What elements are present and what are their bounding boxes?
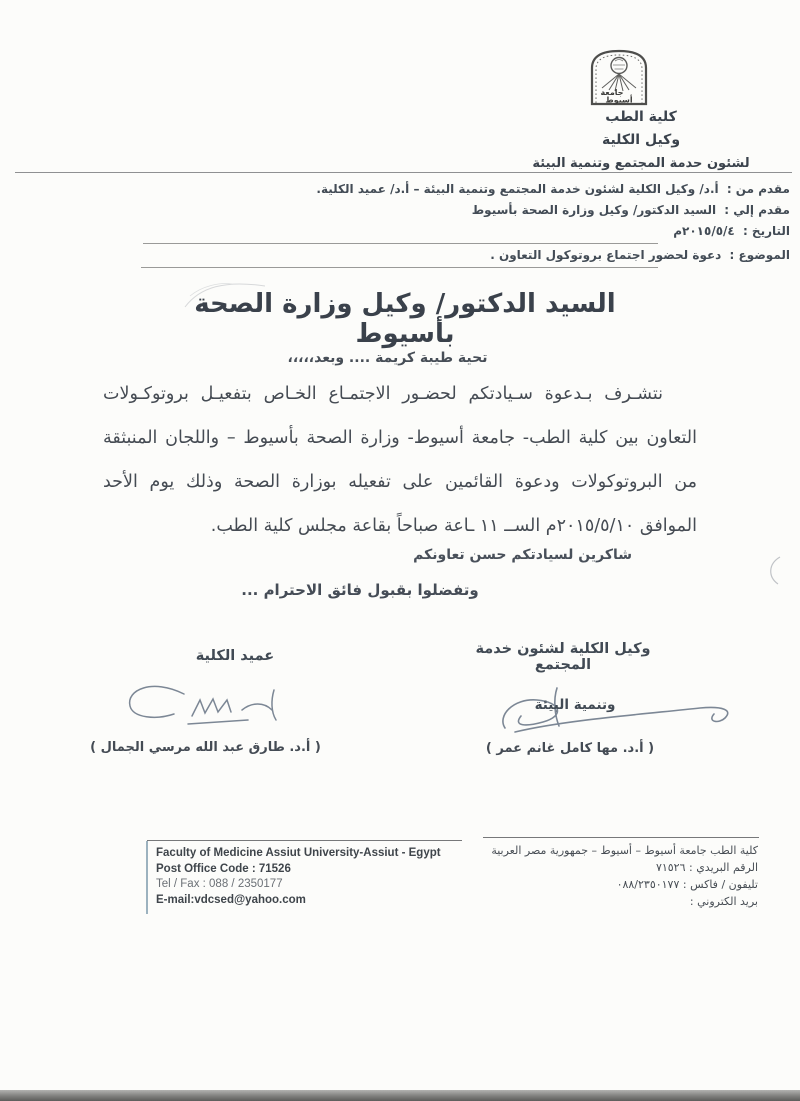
meta-from-label: مقدم من : — [726, 182, 790, 196]
right-signature-title-2: وتنمية البيئة — [534, 697, 616, 713]
footer-en-email: E-mail:vdcsed@yahoo.com — [156, 893, 306, 906]
meta-date-label: التاريخ : — [742, 224, 790, 238]
scan-artifact-mark-2 — [760, 552, 790, 592]
vice-dean-title: وكيل الكلية — [601, 132, 681, 148]
footer-english-block — [156, 846, 441, 908]
meta-date — [673, 224, 790, 238]
left-signatory-name: ( أ.د. طارق عبد الله مرسي الجمال ) — [90, 740, 321, 755]
body-line: التعاون بين كلية الطب- جامعة أسيوط- وزارة الصحة بأسيوط – واللجان المنبثقة — [103, 428, 697, 448]
letter-body — [103, 372, 697, 548]
scan-bottom-edge — [0, 1090, 800, 1101]
footer-en-telfax: Tel / Fax : 088 / 2350177 — [156, 878, 283, 890]
faculty-name: كلية الطب — [605, 109, 677, 125]
meta-date-value: ٢٠١٥/٥/٤م — [673, 224, 735, 238]
meta-from-value: أ.د/ وكيل الكلية لشئون خدمة المجتمع وتنمية البيئة – أ.د/ عميد الكلية. — [316, 182, 719, 196]
right-signature-ink — [495, 686, 760, 744]
thanks-line: شاكرين لسيادتكم حسن تعاونكم — [413, 547, 632, 563]
emblem-text-1: جامعة — [600, 88, 624, 97]
meta-subject-label: الموضوع : — [729, 248, 790, 262]
addressee-title: السيد الدكتور/ وكيل وزارة الصحة بأسيوط — [194, 289, 616, 349]
meta-divider-2 — [141, 267, 658, 268]
meta-from — [316, 182, 790, 196]
left-signature-ink — [122, 680, 327, 738]
body-line: الموافق ٢٠١٥/٥/١٠م الســ ١١ ـاعة صباحاً بقاعة مجلس كلية الطب. — [210, 516, 697, 536]
footer-vertical-rule — [146, 841, 148, 914]
footer-ar-email: بريد الكتروني : — [689, 895, 758, 908]
right-signatory-name: ( أ.د. مها كامل غانم عمر ) — [485, 741, 655, 756]
header-divider — [15, 172, 792, 173]
meta-to-label: مقدم إلي : — [724, 203, 790, 217]
meta-subject — [490, 248, 790, 262]
footer-en-postcode: Post Office Code : 71526 — [156, 862, 291, 875]
footer-ar-telfax: تليفون / فاكس : ٠٨٨/٢٣٥٠١٧٧ — [616, 878, 758, 891]
footer-rule-right — [483, 837, 759, 838]
emblem-text-2: أسيوط — [605, 95, 633, 105]
assiut-university-emblem-icon — [586, 44, 652, 108]
body-line: من البروتوكولات ودعوة القائمين على تفعيله بوزارة الصحة وذلك يوم الأحد — [103, 472, 697, 492]
meta-subject-value: دعوة لحضور اجتماع بروتوكول التعاون . — [490, 248, 722, 262]
letterhead-org-block — [521, 106, 761, 176]
footer-ar-postcode: الرقم البريدي : ٧١٥٢٦ — [655, 861, 758, 874]
department-name: لشئون حدمة المجتمع وتنمية البيئة — [532, 156, 750, 171]
meta-to — [472, 203, 790, 217]
footer-rule-left — [147, 840, 462, 841]
right-signature-title: وكيل الكلية لشئون خدمة المجتمع — [475, 641, 651, 673]
footer-ar-address: كلية الطب جامعة أسيوط – أسيوط – جمهورية مصر العربية — [491, 844, 758, 857]
footer-arabic-block — [428, 842, 758, 910]
left-signature-title: عميد الكلية — [195, 648, 275, 664]
greeting-line: تحية طيبة كريمة .... وبعد،،،،، — [287, 350, 488, 366]
footer-en-address: Faculty of Medicine Assiut University-Assiut - Egypt — [156, 847, 441, 859]
closing-line: وتفضلوا بقبول فائق الاحترام ... — [241, 581, 479, 599]
meta-divider-1 — [143, 243, 658, 244]
body-line: نتشـرف بـدعوة سـيادتكم لحضـور الاجتمـاع الخـاص بتفعيـل بروتوكـولات — [103, 384, 663, 404]
meta-to-value: السيد الدكتور/ وكيل وزارة الصحة بأسيوط — [471, 203, 717, 217]
